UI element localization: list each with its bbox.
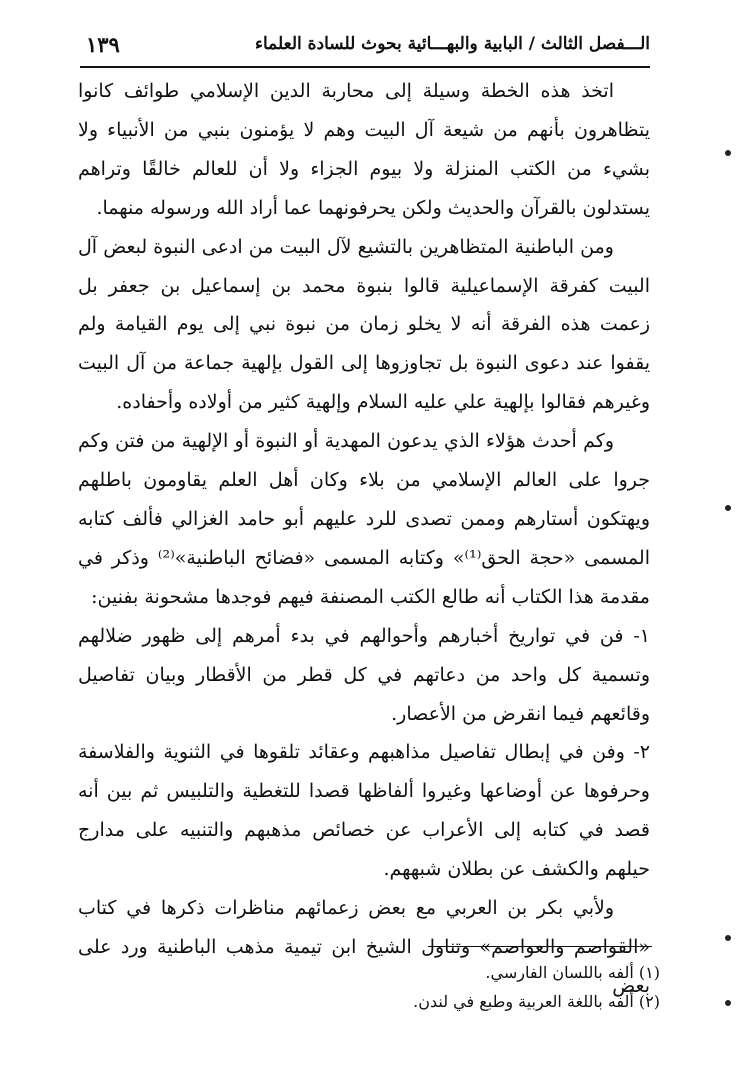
page-number: ١٣٩ <box>86 32 120 57</box>
margin-dot <box>725 505 731 511</box>
margin-dot <box>725 1000 731 1006</box>
paragraph: وكم أحدث هؤلاء الذي يدعون المهدية أو النبوة أو الإلهية من فتن وكم جروا على العالم الإسلامي من بلاء وكان أهل العلم يقاومون باطلهم ويهتكون أستارهم وممن تصدى للرد عليهم أبو حامد الغزالي فألف كتابه المسمى «حجة الحق⁽¹⁾» وكتابه المسمى «فضائح الباطنية»⁽²⁾ وذكر في مقدمة هذا الكتاب أنه طالع الكتب المصنفة فيهم فوجدها مشحونة بفنين: <box>78 430 650 608</box>
margin-dot <box>725 150 731 156</box>
footnote-rule <box>428 946 652 947</box>
chapter-title: الـــفصل الثالث / البابية والبهـــائية بحوث للسادة العلماء <box>254 34 650 54</box>
header-rule <box>80 66 650 68</box>
body-text <box>78 72 650 1006</box>
footnotes <box>80 958 660 1016</box>
running-header <box>80 30 650 66</box>
footnote: (١) ألفه باللسان الفارسي. <box>485 963 660 982</box>
list-item: ١- فن في تواريخ أخبارهم وأحوالهم في بدء أمرهم إلى ظهور ضلالهم وتسمية كل واحد من دعاتهم في كل قطر من الأقطار وبيان تفاصيل وقائعهم فيما انقرض من الأعصار. <box>78 624 650 725</box>
list-item: ٢- وفن في إبطال تفاصيل مذاهبهم وعقائد تلقوها في الثنوية والفلاسفة وحرفوها عن أوضاعها وغيروا ألفاظها قصدا للتغطية والتلبيس ثم بين أنه قصد في كتابه إلى الأعراب عن خصائص مذهبهم والتنبيه على مدارج حيلهم والكشف عن بطلان شبههم. <box>78 741 650 881</box>
margin-dot <box>725 935 731 941</box>
paragraph: ولأبي بكر بن العربي مع بعض زعمائهم مناظرات ذكرها في كتاب «القواصم والعواصم» وتناول الشيخ ابن تيمية مذهب الباطنية ورد على بعض <box>78 897 650 997</box>
paragraph: ومن الباطنية المتظاهرين بالتشيع لآل البيت من ادعى النبوة لبعض آل البيت كفرقة الإسماعيلية قالوا بنبوة محمد بن إسماعيل بن جعفر بل زعمت هذه الفرقة أنه لا يخلو زمان من نبوة نبي إلى يوم القيامة ولم يقفوا عند دعوى النبوة بل تجاوزوها إلى القول بإلهية جماعة من آل البيت وغيرهم فقالوا بإلهية علي عليه السلام وإلهية كثير من أولاده وأحفاده. <box>78 235 650 414</box>
paragraph: اتخذ هذه الخطة وسيلة إلى محاربة الدين الإسلامي طوائف كانوا يتظاهرون بأنهم من شيعة آل البيت وهم لا يؤمنون بنبي من الأنبياء ولا بشيء من الكتب المنزلة ولا بيوم الجزاء ولا أن للعالم خالقًا وتراهم يستدلون بالقرآن والحديث ولكن يحرفونهما عما أراد الله ورسوله منهما. <box>78 80 650 219</box>
footnote: (٢) ألفه باللغة العربية وطبع في لندن. <box>413 992 660 1011</box>
